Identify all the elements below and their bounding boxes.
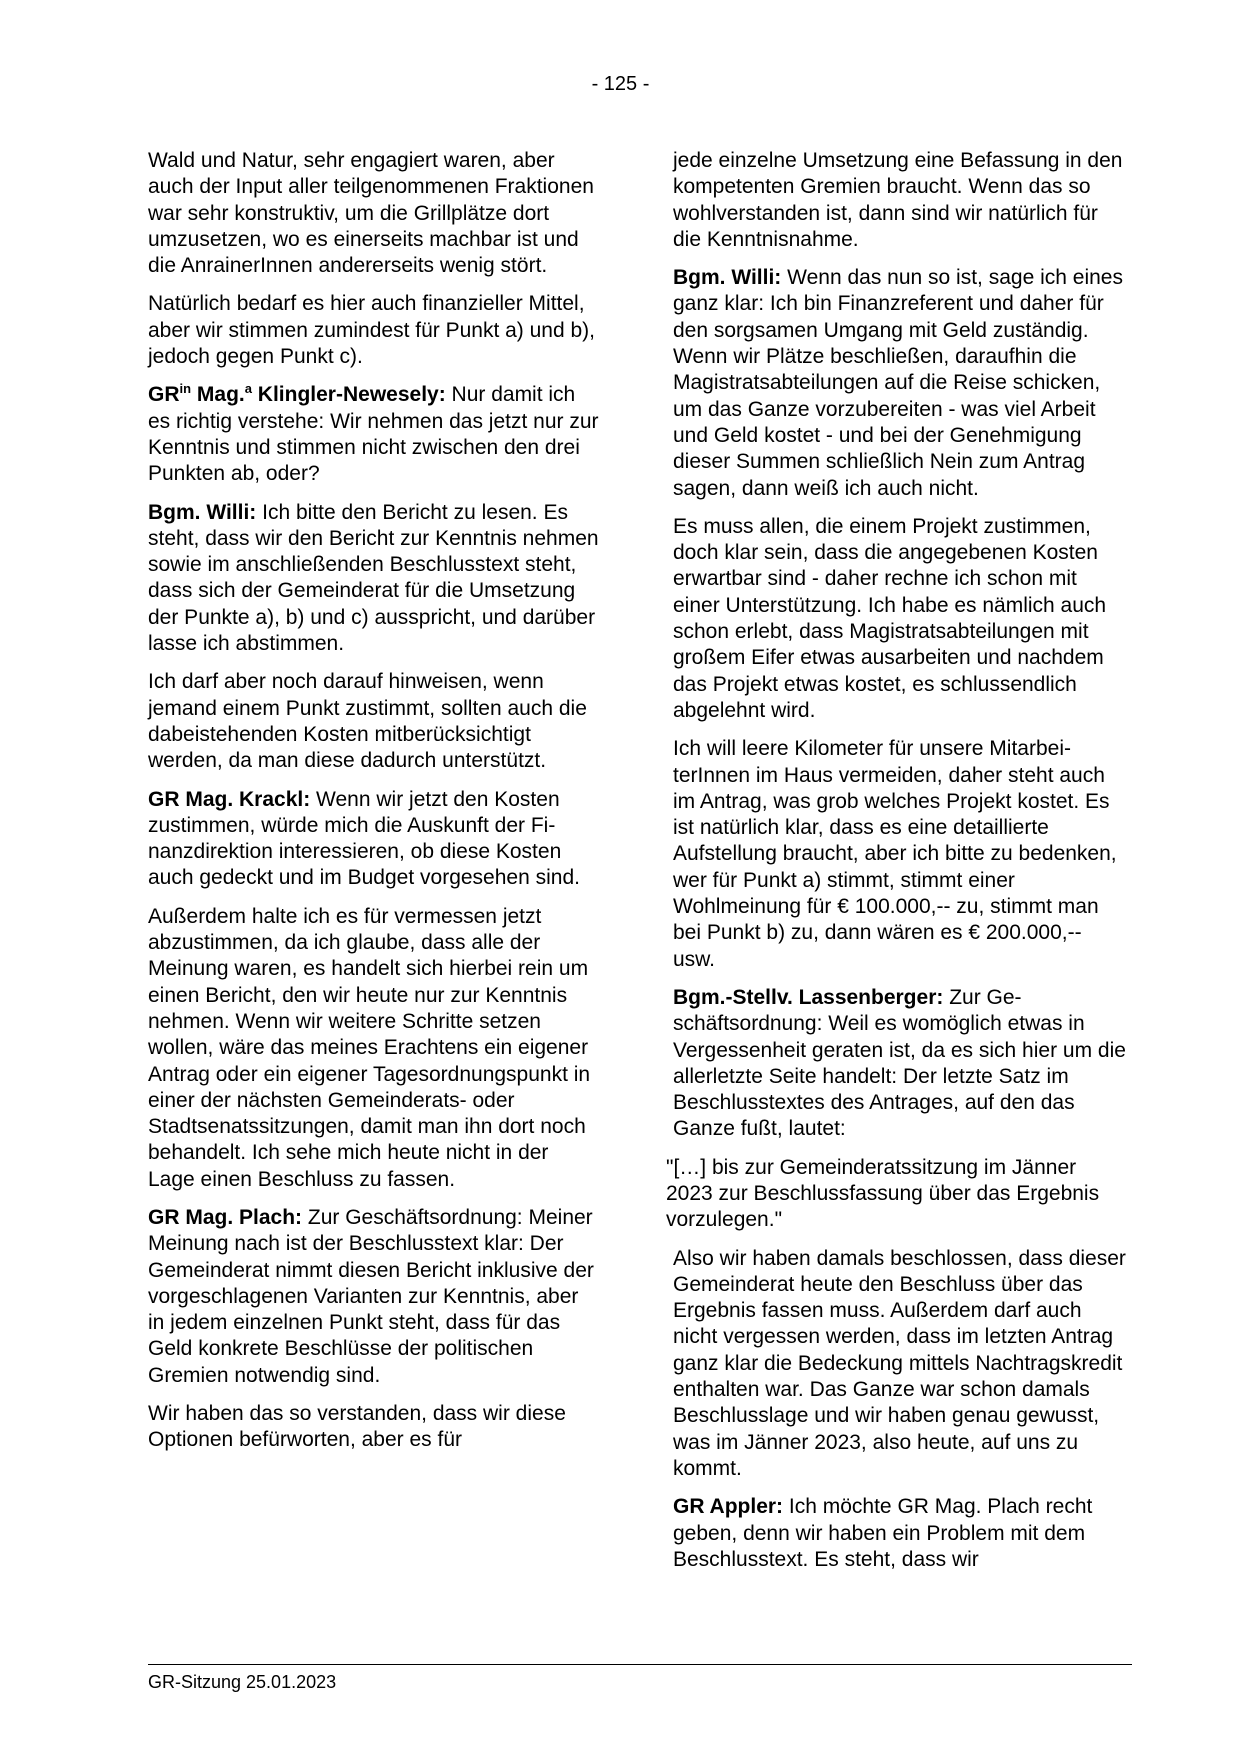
- speech-text: Ich bitte den Bericht zu lesen. Es steht, dass wir den Bericht zur Kenntnis nehmen sowie im anschließenden Beschlusstext steht, dass sich der Gemeinderat für die Umsetzung der Punkte a), b) und c) ausspricht, und darüber lasse ich abstimmen.: [148, 500, 599, 656]
- speech-paragraph: [673, 265, 1128, 502]
- speech-paragraph: [673, 1494, 1128, 1573]
- page-number: - 125 -: [591, 73, 650, 95]
- speaker-name: GR Mag. Plach:: [148, 1205, 303, 1229]
- paragraph: Wald und Natur, sehr engagiert waren, aber auch der Input aller teilgenommenen Fraktionen war sehr konstruktiv, um die Grillplätze dort umzusetzen, wo es einerseits machbar ist und die AnrainerInnen andererseits wenig stört.: [148, 149, 594, 278]
- speech-paragraph: [673, 985, 1128, 1143]
- left-column: [148, 148, 600, 1466]
- footer-divider: [148, 1664, 1132, 1665]
- speaker-name: Bgm.-Stellv. Lassenberger:: [673, 985, 944, 1009]
- speech-text: Nur damit ich es richtig verstehe: Wir nehmen das jetzt nur zur Kenntnis und stimmen nicht zwischen den drei Punkten ab, oder?: [148, 383, 599, 486]
- speaker-name: $GR^{in}$ Mag.$^a$ Klingler-Newesely:: [148, 381, 446, 407]
- speech-text: Zur Geschäftsordnung: Meiner Meinung nach ist der Beschlusstext klar: Der Gemeinderat nimmt diesen Bericht inklusive der vorgeschlagenen Varianten zur Kenntnis, aber in jedem einzelnen Punkt steht, dass für das Geld konkrete Beschlüsse der politischen Gremien notwendig sind.: [148, 1205, 594, 1387]
- right-column: [666, 148, 1128, 1585]
- speaker-name: GR Mag. Krackl:: [148, 787, 311, 811]
- paragraph: Ich will leere Kilometer für unsere MitarbeiterInnen im Haus vermeiden, daher steht auch im Antrag, was grob welches Projekt kostet. Es ist natürlich klar, dass es eine detaillierte Aufstellung braucht, aber ich bitte zu bedenken, wer für Punkt a) stimmt, stimmt einer Wohlmeinung für € 100.000,-- zu, stimmt man bei Punkt b) zu, dann wären es € 200.000,-- usw.: [673, 737, 1117, 971]
- speech-text: Wenn das nun so ist, sage ich eines ganz klar: Ich bin Finanzreferent und daher für den sorgsamen Umgang mit Geld zuständig. Wenn wir Plätze beschließen, daraufhin die Magistratsabteilungen auf die Reise schicken, um das Ganze vorzubereiten - was viel Arbeit und Geld kostet - und bei der Genehmigung dieser Summen schließlich Nein zum Antrag sagen, dann weiß ich auch nicht.: [673, 266, 1123, 500]
- paragraph: Wir haben das so verstanden, dass wir diese Optionen befürworten, aber es für: [148, 1402, 566, 1452]
- footer-text: GR-Sitzung 25.01.2023: [148, 1672, 337, 1692]
- speech-paragraph: [148, 787, 600, 892]
- paragraph: Es muss allen, die einem Projekt zustimmen, doch klar sein, dass die angegebenen Kosten erwartbar sind - daher rechne ich schon mit einer Unterstützung. Ich habe es nämlich auch schon erlebt, dass Magistratsabteilungen mit großem Eifer etwas ausarbeiten und nachdem das Projekt etwas kostet, es schlussendlich abgelehnt wird.: [673, 514, 1107, 722]
- paragraph: jede einzelne Umsetzung eine Befassung in den kompetenten Gremien braucht. Wenn das so wohlverstanden ist, dann sind wir natürlich für die Kenntnisnahme.: [673, 149, 1123, 251]
- paragraph: Also wir haben damals beschlossen, dass dieser Gemeinderat heute den Beschluss über das Ergebnis fassen muss. Außerdem darf auch nicht vergessen werden, dass im letzten Antrag ganz klar die Bedeckung mittels Nachtragskredit enthalten war. Das Ganze war schon damals Beschlusslage und wir haben genau gewusst, was im Jänner 2023, also heute, auf uns zu kommt.: [673, 1246, 1126, 1480]
- paragraph: Ich darf aber noch darauf hinweisen, wenn jemand einem Punkt zustimmt, sollten auch die dabeistehenden Kosten mitberücksichtigt werden, da man diese dadurch unterstützt.: [148, 670, 587, 773]
- quote-paragraph: "[…] bis zur Gemeinderatssitzung im Jänner 2023 zur Beschlussfassung über das Ergebnis vorzulegen.": [666, 1155, 1100, 1232]
- speaker-name: Bgm. Willi:: [673, 266, 782, 290]
- speech-text: Ich möchte GR Mag. Plach recht geben, denn wir haben ein Problem mit dem Beschlusstext. Es steht, dass wir: [673, 1495, 1093, 1571]
- speech-text: Zur Geschäftsordnung: Weil es womöglich etwas in Vergessenheit geraten ist, da es sich hier um die allerletzte Seite handelt: Der letzte Satz im Beschlusstextes des Antrages, auf den das Ganze fußt, lautet:: [673, 985, 1126, 1141]
- speech-paragraph: [148, 1205, 600, 1389]
- speaker-name: GR Appler:: [673, 1495, 784, 1519]
- speaker-name: Bgm. Willi:: [148, 500, 257, 524]
- paragraph: Natürlich bedarf es hier auch finanzieller Mittel, aber wir stimmen zumindest für Punkt a) und b), jedoch gegen Punkt c).: [148, 292, 596, 369]
- paragraph: Außerdem halte ich es für vermessen jetzt abzustimmen, da ich glaube, dass alle der Meinung waren, es handelt sich hierbei rein um einen Bericht, den wir heute nur zur Kenntnis nehmen. Wenn wir weitere Schritte setzen wollen, wäre das meines Erachtens ein eigener Antrag oder ein eigener Tagesordnungspunkt in einer der nächsten Gemeinderats- oder Stadtsenatssitzungen, damit man ihn dort noch behandelt. Ich sehe mich heute nicht in der Lage einen Beschluss zu fassen.: [148, 904, 591, 1191]
- speech-text: Wenn wir jetzt den Kosten zustimmen, würde mich die Auskunft der Finanzdirektion interessieren, ob diese Kosten auch gedeckt und im Budget vorgesehen sind.: [148, 787, 580, 890]
- speech-paragraph: [148, 382, 600, 487]
- speech-paragraph: [148, 500, 600, 658]
